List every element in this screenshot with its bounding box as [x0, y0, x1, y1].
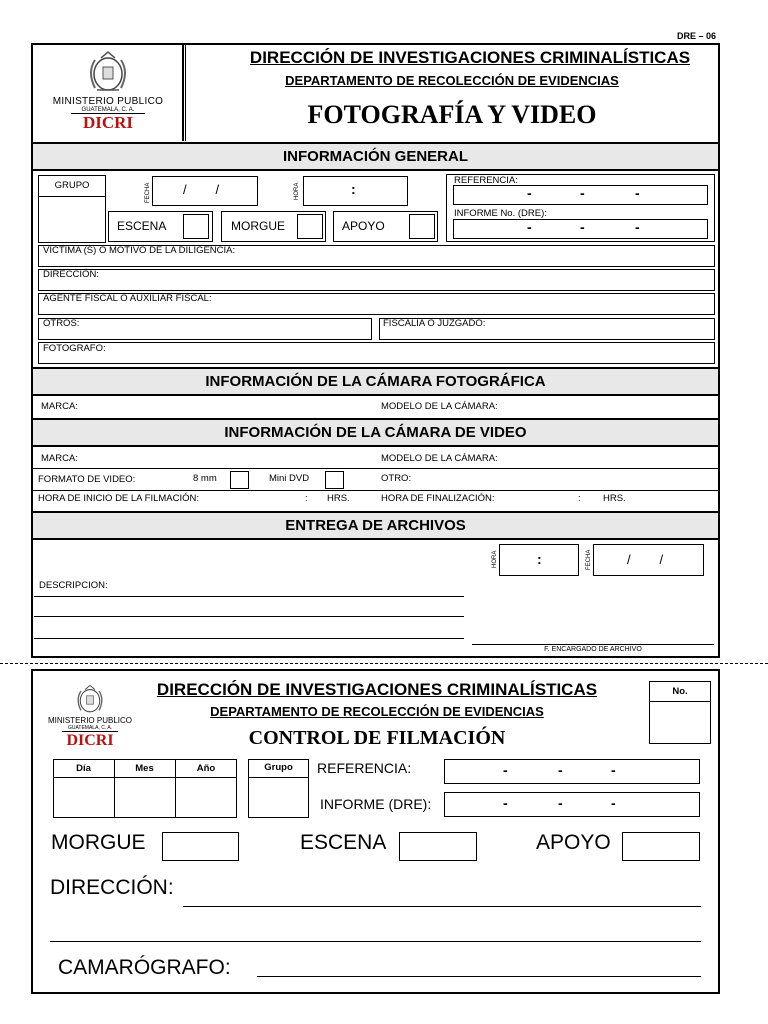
bottom-referencia-input[interactable]	[444, 759, 700, 784]
direccion-label: DIRECCIÓN:	[43, 269, 99, 280]
anio-label: Año	[196, 763, 216, 774]
mes-label: Mes	[135, 763, 154, 774]
morgue-label: MORGUE	[231, 219, 285, 233]
top-logo	[40, 48, 176, 140]
otros-label: OTROS:	[43, 318, 80, 329]
encargado-signature-line[interactable]	[472, 644, 714, 645]
descripcion-line-1[interactable]	[34, 596, 464, 597]
dia-label: Día	[76, 763, 91, 774]
bottom-direccion-label: DIRECCIÓN:	[50, 876, 174, 899]
hora-fin-hrs: HRS.	[603, 493, 626, 504]
otros-field[interactable]	[38, 318, 372, 340]
fotografo-label: FOTOGRAFO:	[43, 343, 106, 354]
hora-label: HORA	[294, 182, 300, 200]
direccion-line-2[interactable]	[50, 941, 701, 942]
section-video-camera: INFORMACIÓN DE LA CÁMARA DE VIDEO	[33, 418, 718, 447]
logo-acronym: DICRI	[82, 113, 134, 132]
coat-of-arms-icon	[83, 50, 133, 96]
section-photo-camera: INFORMACIÓN DE LA CÁMARA FOTOGRÁFICA	[33, 367, 718, 396]
logo-org: MINISTERIO PUBLICO	[47, 716, 132, 725]
entrega-hora-colon: :	[537, 551, 542, 567]
otro-label: OTRO:	[381, 473, 412, 484]
informe-label: INFORME No. (DRE):	[454, 208, 547, 219]
coat-of-arms-icon	[71, 684, 109, 716]
top-heading: DIRECCIÓN DE INVESTIGACIONES CRIMINALÍSTICAS	[249, 48, 691, 67]
hora-fin-label: HORA DE FINALIZACIÓN:	[381, 493, 495, 504]
hora-inicio-label: HORA DE INICIO DE LA FILMACIÓN:	[38, 493, 200, 504]
top-department: DEPARTAMENTO DE RECOLECCIÓN DE EVIDENCIAS	[285, 73, 619, 88]
escena-label: ESCENA	[117, 219, 167, 233]
format-minidvd-checkbox[interactable]	[325, 471, 344, 489]
fecha-label: FECHA	[145, 182, 151, 203]
format-8mm-label: 8 mm	[193, 473, 217, 484]
form-code: DRE – 06	[677, 31, 717, 41]
agente-label: AGENTE FISCAL O AUXILIAR FISCAL:	[43, 293, 212, 304]
bottom-informe-input[interactable]	[444, 792, 700, 817]
referencia-label: REFERENCIA:	[454, 175, 518, 186]
format-8mm-checkbox[interactable]	[230, 471, 249, 489]
camarografo-label: CAMARÓGRAFO:	[58, 956, 231, 979]
encargado-label: F. ENCARGADO DE ARCHIVO	[544, 646, 642, 653]
logo-org: MINISTERIO PUBLICO	[52, 96, 164, 107]
hora-inicio-hrs: HRS.	[327, 493, 350, 504]
direccion-field[interactable]	[38, 269, 715, 291]
cut-line	[0, 663, 768, 664]
bottom-referencia-label: REFERENCIA:	[317, 760, 412, 776]
bottom-informe-label: INFORME (DRE):	[320, 796, 432, 812]
hora-inicio-colon: :	[305, 493, 308, 504]
bottom-escena-label: ESCENA	[300, 831, 387, 854]
no-label: No.	[672, 686, 688, 697]
bottom-apoyo-checkbox[interactable]	[622, 832, 700, 861]
entrega-fecha-separators: / /	[627, 552, 664, 567]
bottom-morgue-checkbox[interactable]	[162, 832, 239, 861]
bottom-department: DEPARTAMENTO DE RECOLECCIÓN DE EVIDENCIAS	[210, 704, 544, 719]
fecha-separators: / /	[183, 182, 220, 197]
bottom-heading: DIRECCIÓN DE INVESTIGACIONES CRIMINALÍSTICAS	[156, 680, 598, 699]
victima-label: VICTIMA (S) O MOTIVO DE LA DILIGENCIA:	[43, 245, 236, 256]
descripcion-line-2[interactable]	[34, 616, 464, 617]
bottom-morgue-label: MORGUE	[51, 831, 146, 854]
bottom-apoyo-label: APOYO	[536, 831, 611, 854]
bottom-title: CONTROL DE FILMACIÓN	[248, 727, 506, 749]
bottom-escena-checkbox[interactable]	[399, 832, 477, 861]
top-title: FOTOGRAFÍA Y VIDEO	[307, 100, 597, 129]
bottom-grupo-label: Grupo	[264, 762, 293, 773]
hora-fin-colon: :	[578, 493, 581, 504]
dia-input[interactable]	[54, 778, 114, 817]
fiscalia-label: FISCALIA O JUZGADO:	[383, 318, 486, 329]
escena-checkbox[interactable]	[183, 214, 209, 239]
section-general: INFORMACIÓN GENERAL	[33, 142, 718, 171]
logo-acronym: DICRI	[66, 732, 114, 749]
morgue-checkbox[interactable]	[297, 214, 323, 239]
fotografo-field[interactable]	[38, 342, 715, 364]
mes-input[interactable]	[115, 778, 175, 817]
apoyo-checkbox[interactable]	[409, 214, 435, 239]
camarografo-line[interactable]	[257, 976, 701, 977]
format-minidvd-label: Mini DVD	[269, 473, 310, 484]
anio-input[interactable]	[176, 778, 236, 817]
descripcion-line-3[interactable]	[34, 638, 464, 639]
formato-label: FORMATO DE VIDEO:	[38, 474, 136, 485]
descripcion-label: DESCRIPCION:	[39, 580, 108, 591]
direccion-line-1[interactable]	[183, 906, 701, 907]
entrega-hora-label: HORA	[492, 550, 498, 568]
video-modelo-label: MODELO DE LA CÁMARA:	[381, 453, 498, 464]
apoyo-label: APOYO	[342, 219, 385, 233]
logo-location: GUATEMALA, C. A.	[71, 107, 145, 114]
grupo-label: GRUPO	[54, 180, 90, 191]
hora-colon: :	[351, 181, 356, 197]
photo-modelo-label: MODELO DE LA CÁMARA:	[381, 401, 498, 412]
logo-location: GUATEMALA, C. A.	[62, 725, 118, 732]
video-marca-label: MARCA:	[41, 453, 78, 464]
photo-marca-label: MARCA:	[41, 401, 78, 412]
section-delivery: ENTREGA DE ARCHIVOS	[33, 511, 718, 540]
entrega-fecha-label: FECHA	[586, 549, 592, 570]
